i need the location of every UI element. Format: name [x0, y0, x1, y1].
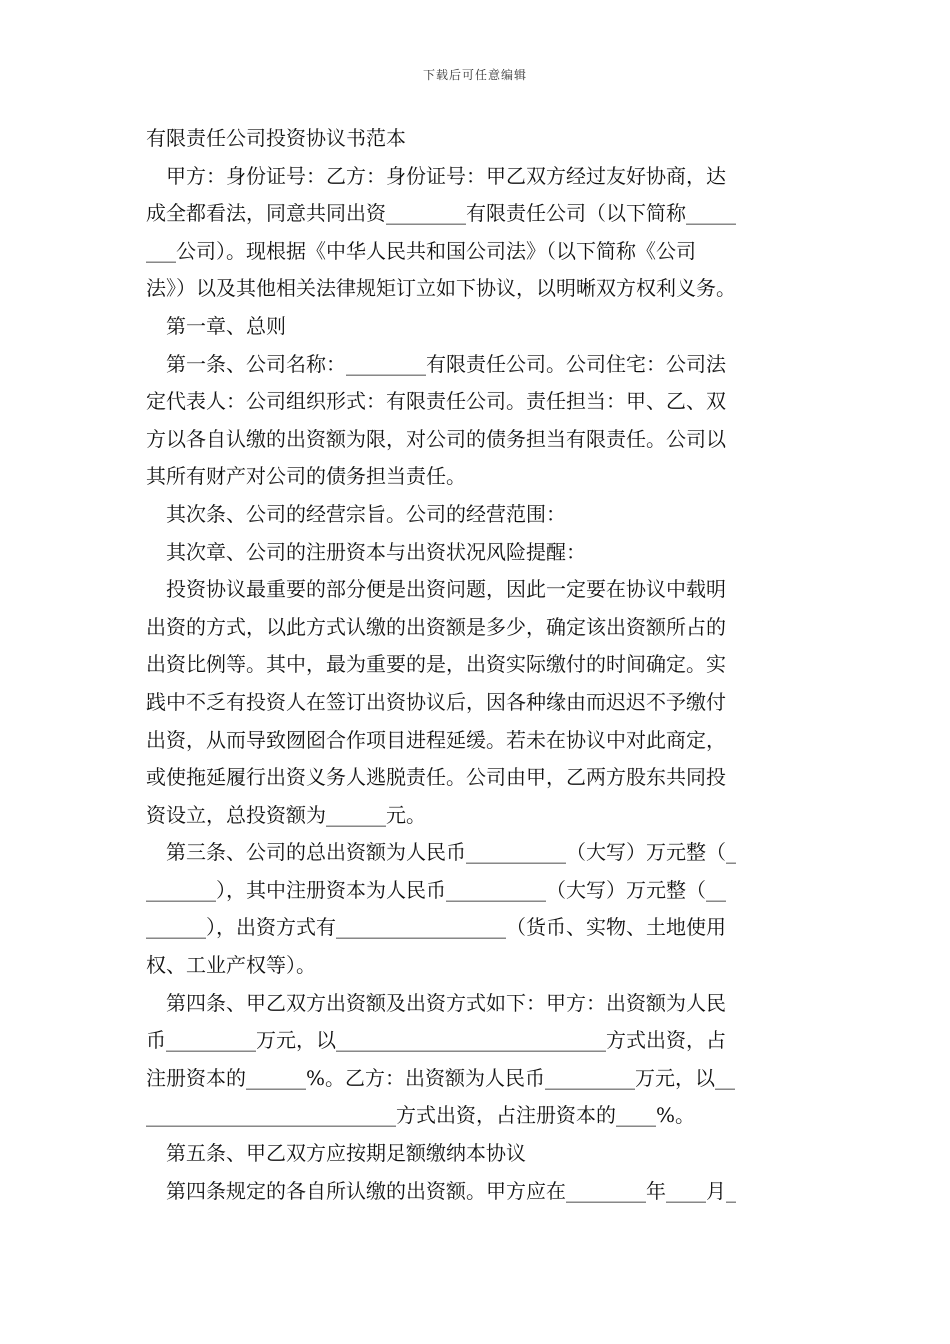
text-line: 其所有财产对公司的债务担当责任。 — [146, 464, 466, 489]
text-line: 第四条规定的各自所认缴的出资额。甲方应在________年____月_ — [146, 1178, 736, 1203]
text-line: 权、工业产权等）。 — [146, 953, 316, 978]
text-line: 第三条、公司的总出资额为人民币__________（大写）万元整（_ — [146, 840, 736, 865]
text-line: 出资，从而导致囫囵合作项目进程延缓。若未在协议中对此商定， — [146, 727, 726, 752]
text-line: 成全都看法，同意共同出资________有限责任公司（以下简称_____ — [146, 201, 736, 226]
text-line: ______），出资方式有_________________（货币、实物、土地使用 — [146, 915, 726, 940]
text-line: _________________________方式出资，占注册资本的____%。 — [146, 1103, 696, 1128]
text-line: 定代表人：公司组织形式：有限责任公司。责任担当：甲、乙、双 — [146, 389, 726, 414]
text-line: 币_________万元，以___________________________方式出资，占 — [146, 1028, 726, 1053]
text-line: 投资协议最重要的部分便是出资问题，因此一定要在协议中载明 — [146, 577, 726, 602]
page-header: 下载后可任意编辑 — [422, 68, 527, 82]
document-body — [146, 120, 810, 1210]
text-line: 其次章、公司的注册资本与出资状况风险提醒： — [146, 539, 586, 564]
text-line: 或使拖延履行出资义务人逃脱责任。公司由甲，乙两方股东共同投 — [146, 765, 726, 790]
text-line: 资设立，总投资额为______元。 — [146, 802, 426, 827]
text-line: 第一条、公司名称：________有限责任公司。公司住宅：公司法 — [146, 351, 726, 376]
text-line: 第四条、甲乙双方出资额及出资方式如下：甲方：出资额为人民 — [146, 990, 726, 1015]
text-line: 践中不乏有投资人在签订出资协议后，因各种缘由而迟迟不予缴付 — [146, 689, 726, 714]
text-line: 出资比例等。其中，最为重要的是，出资实际缴付的时间确定。实 — [146, 652, 726, 677]
text-line: 其次条、公司的经营宗旨。公司的经营范围： — [146, 501, 566, 526]
text-line: 方以各自认缴的出资额为限，对公司的债务担当有限责任。公司以 — [146, 426, 726, 451]
text-line: 出资的方式，以此方式认缴的出资额是多少，确定该出资额所占的 — [146, 614, 726, 639]
text-line: 法》）以及其他相关法律规矩订立如下协议，以明晰双方权利义务。 — [146, 276, 736, 301]
text-line: 注册资本的______%。乙方：出资额为人民币_________万元，以__ — [146, 1065, 736, 1090]
text-line: 甲方：身份证号：乙方：身份证号：甲乙双方经过友好协商，达 — [146, 163, 726, 188]
text-line: 第一章、总则 — [146, 313, 286, 338]
text-line: 第五条、甲乙双方应按期足额缴纳本协议 — [146, 1141, 526, 1166]
document-title: 有限责任公司投资协议书范本 — [146, 126, 406, 150]
text-line: _______），其中注册资本为人民币__________（大写）万元整（__ — [146, 877, 726, 902]
text-line: ___公司）。现根据《中华人民共和国公司法》（以下简称《公司 — [146, 238, 696, 263]
